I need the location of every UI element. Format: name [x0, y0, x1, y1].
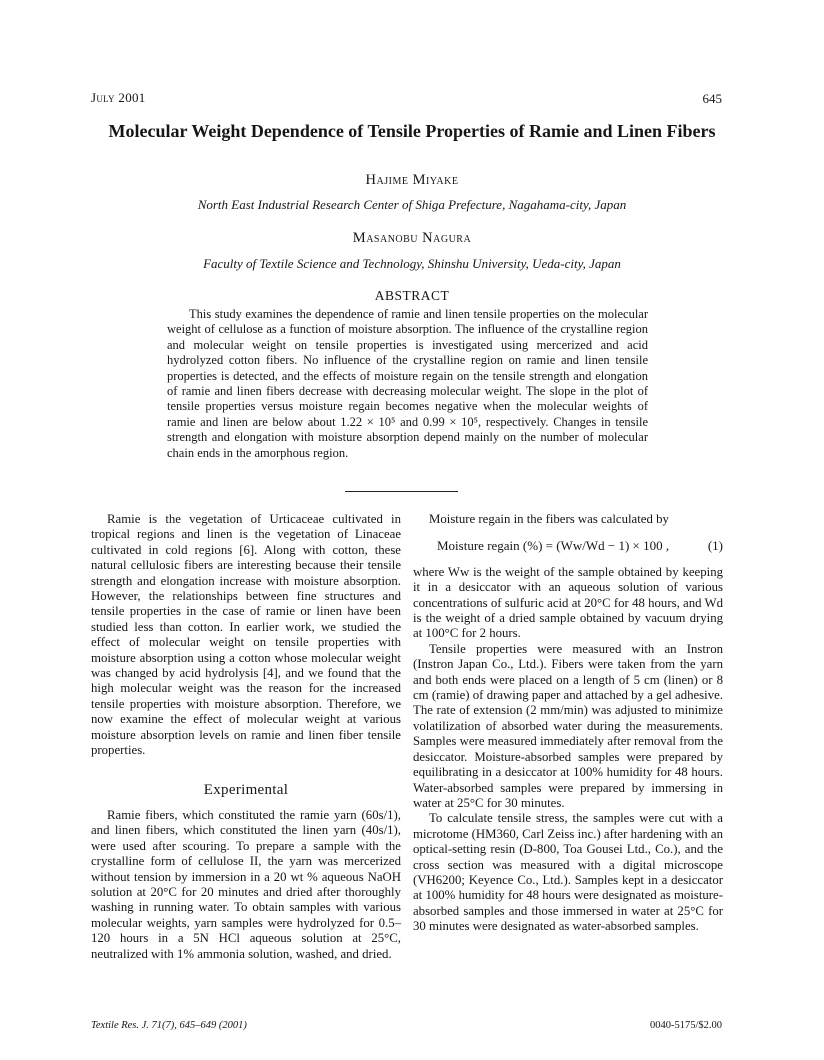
journal-citation — [91, 1020, 247, 1031]
section-heading: Experimental — [203, 781, 289, 798]
moisture-intro: Moisture regain in the fibers was calculated by — [429, 512, 669, 526]
abstract-body — [167, 307, 648, 461]
abstract-text: This study examines the dependence of ramie and linen tensile properties on the molecular weight of cellulose as a function of moisture absorption. The influence of the crystalline region and molecular weight on tensile properties is investigated using mercerized and acid hydrolyzed cotton fibers. No influence of the crystalline region on ramie and linen tensile properties is detected, and the effects of moisture regain on the tensile strength and elongation of ramie and linen fibers decrease with decreasing molecular weight. The slope in the plot of tensile properties versus moisture regain becomes negative when the molecular weights of ramie and linen are below about 1.22 × 10⁵ and 0.99 × 10⁵, respectively. Changes in tensile strength and elongation with moisture absorption depend mainly on the number of molecular chain ends in the amorphous region. — [167, 307, 648, 460]
author-name: Hajime Miyake — [365, 172, 459, 188]
author-affiliation: Faculty of Textile Science and Technology, Shinshu University, Ueda-city, Japan — [203, 256, 621, 271]
left-column — [91, 512, 401, 962]
paper-title: Molecular Weight Dependence of Tensile Properties of Ramie and Linen Fibers — [108, 121, 716, 141]
citation-text: Textile Res. J. 71(7), 645–649 (2001) — [91, 1020, 247, 1031]
author-affiliation: North East Industrial Research Center of Shiga Prefecture, Nagahama-city, Japan — [197, 197, 627, 212]
section-divider — [345, 491, 458, 492]
equation-number: (1) — [707, 538, 723, 554]
author-name: Masanobu Nagura — [352, 230, 472, 246]
right-column — [413, 512, 723, 935]
abstract-heading: ABSTRACT — [374, 288, 450, 303]
moisture-definition: where Ww is the weight of the sample obtained by keeping it in a desiccator with an aqueous solution of various concentrations of sulfuric acid at 20°C for 48 hours, and Wd is the weight of a dried sample obtained by vacuum drying at 100°C for 2 hours. — [413, 564, 723, 641]
page-number: 645 — [702, 91, 722, 106]
equation-body: Moisture regain (%) = (Ww/Wd − 1) × 100 , — [437, 538, 670, 554]
intro-paragraph: Ramie is the vegetation of Urticaceae cultivated in tropical regions and linen is the vegetation of Linaceae cultivated in cold regions [6]. Along with cotton, these natural cellulosic fibers are interesting because their tensile strength and elongation increase with moisture absorption. However, the relationships between fine structures and tensile properties in the case of ramie or linen have been studied less than cotton. In earlier work, we studied the effect of molecular weight on tensile properties with moisture absorption using a cotton whose molecular weight was changed by acid hydrolysis [4], and we found that the high molecular weight was the reason for the increased tensile properties with moisture absorption. Therefore, we now examine the effect of molecular weight at various moisture absorption levels on ramie and linen fiber tensile properties. — [91, 512, 401, 758]
stress-paragraph: To calculate tensile stress, the samples were cut with a microtome (HM360, Carl Zeiss inc.) after hardening with an optical-setting resin (D-800, Toa Gousei Ltd., Co.), and the cross section was measured with a digital microscope (VH6200; Keyence Co., Ltd.). Samples kept in a desiccator at 100% humidity for 48 hours were designated as moisture-absorbed samples and those immersed in water at 25°C for 30 minutes were designated as water-absorbed samples. — [413, 811, 723, 934]
running-header-date: July 2001 — [91, 90, 146, 105]
equation-1 — [413, 538, 723, 553]
experimental-paragraph: Ramie fibers, which constituted the ramie yarn (60s/1), and linen fibers, which constituted the linen yarn (40s/1), were used after scouring. To prepare a sample with the crystalline form of cellulose II, the yarn was mercerized without tension by immersion in a 20 wt % aqueous NaOH solution at 20°C for 20 minutes and dried after thoroughly washing in running water. To obtain samples with various molecular weights, yarn samples were hydrolyzed for 0.5–120 hours in a 5N HCl aqueous solution at 25°C, neutralized with 1% ammonia solution, washed, and dried. — [91, 807, 401, 961]
issn-code: 0040-5175/$2.00 — [649, 1020, 722, 1031]
tensile-paragraph: Tensile properties were measured with an Instron (Instron Japan Co., Ltd.). Fibers were taken from the yarn and both ends were placed on a length of 5 cm (linen) or 8 cm (ramie) of drawing paper and attached by a gel adhesive. The rate of extension (2 mm/min) was adjusted to minimize volatilization of absorbed water during the measurements. Samples were measured immediately after removal from the desiccator. Moisture-absorbed samples were prepared by equilibrating in a desiccator at 100% humidity for 48 hours. Water-absorbed samples were prepared by immersing in water at 25°C for 30 minutes. — [413, 641, 723, 810]
